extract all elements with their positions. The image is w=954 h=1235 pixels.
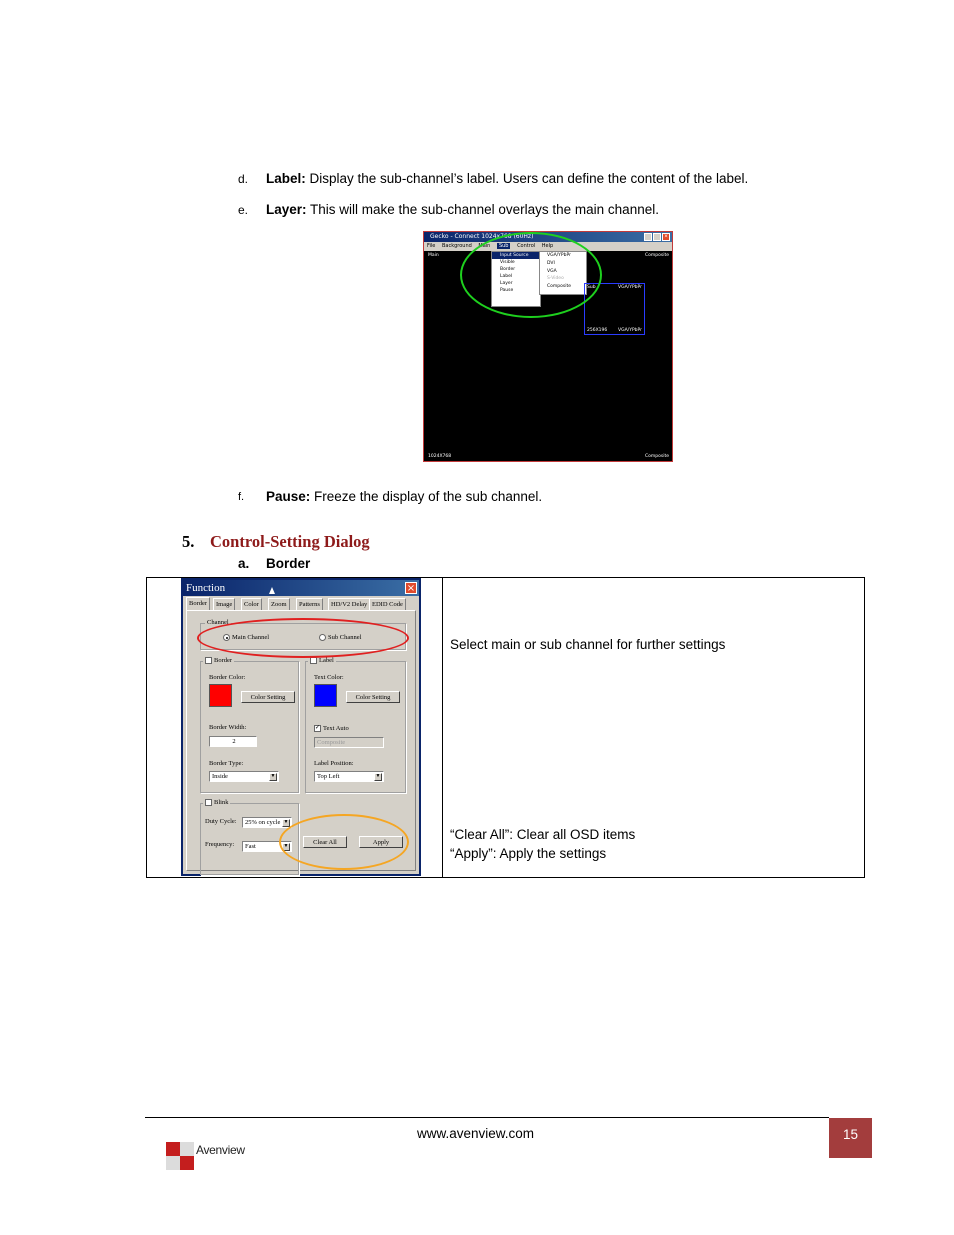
logo-text: Avenview: [196, 1143, 245, 1157]
label-source-field: Composite: [314, 737, 384, 748]
window-title: Gecko - Connect 1024x768 (60Hz): [424, 232, 672, 242]
label-position-label: Label Position:: [314, 760, 354, 767]
sub-channel-label: Sub Channel: [328, 634, 362, 641]
dialog-tabs: [186, 598, 416, 610]
tab-border: Border: [186, 597, 210, 610]
checkbox-checked-icon: ✓: [315, 725, 321, 732]
item-term: Layer:: [266, 202, 307, 217]
submenu-visible: Visible: [500, 260, 515, 265]
blink-group-label: Blink: [203, 799, 230, 806]
main-label-tr: Composite: [644, 253, 669, 258]
tab-edid-code: EDID Code: [369, 598, 406, 610]
desc-apply: “Apply”: Apply the settings: [450, 846, 607, 861]
tab-image: Image: [213, 598, 235, 610]
label-position-select: Top Left ▼: [314, 771, 384, 782]
text-color-setting-button: Color Setting: [346, 691, 400, 703]
border-width-label: Border Width:: [209, 724, 247, 731]
submenu-border: Border: [500, 267, 516, 272]
list-item-label: [238, 170, 838, 188]
page-number: 15: [829, 1118, 872, 1158]
source-vga: VGA: [547, 268, 557, 274]
menu-main: Main: [478, 243, 491, 249]
maximize-icon: [653, 233, 661, 241]
menu-control: Control: [517, 243, 536, 249]
list-marker: f.: [238, 491, 245, 503]
list-item-layer: [238, 201, 838, 219]
source-dvi: DVI: [547, 260, 555, 266]
label-group-label: Label: [308, 657, 336, 664]
menu-background: Background: [441, 243, 472, 249]
sub-label-tr: VGA/YPbPr: [618, 285, 642, 290]
border-type-label: Border Type:: [209, 760, 244, 767]
apply-button: Apply: [359, 836, 403, 848]
list-marker: d.: [238, 172, 249, 186]
checkbox-icon: [205, 657, 212, 664]
menu-sub: Sub: [498, 243, 509, 249]
function-dialog: [181, 578, 421, 876]
border-group: [200, 657, 299, 793]
table-divider: [442, 578, 443, 877]
main-label-bl: 1024X768: [428, 454, 452, 459]
text-auto-checkbox: ✓ Text Auto: [315, 725, 349, 732]
main-channel-label: Main Channel: [232, 634, 270, 641]
source-vga-ypbpr: VGA/YPbPr: [547, 253, 571, 258]
item-text: Display the sub-channel’s label. Users can define the content of the label.: [305, 171, 749, 186]
duty-cycle-select: 25% on cycle ▼: [242, 817, 292, 828]
border-group-label: Border: [203, 657, 234, 664]
chevron-down-icon: ▼: [283, 820, 289, 825]
tab-color: Color: [241, 598, 262, 610]
logo-square-grey-1: [180, 1142, 194, 1156]
subsection-heading: [238, 556, 311, 571]
minimize-icon: [644, 233, 652, 241]
frequency-select: Fast ▼: [242, 841, 292, 852]
logo-square-red-1: [166, 1142, 180, 1156]
submenu-label: Label: [500, 274, 513, 279]
submenu-pause: Pause: [500, 288, 514, 293]
text-color-swatch: [314, 684, 337, 707]
desc-clear-all: “Clear All”: Clear all OSD items: [450, 827, 636, 842]
source-composite: Composite: [547, 284, 572, 290]
logo-square-grey-2: [166, 1156, 180, 1170]
sub-label-bl: 256X196: [587, 328, 608, 333]
border-color-label: Border Color:: [209, 674, 246, 681]
item-text: This will make the sub-channel overlays the main channel.: [306, 202, 659, 217]
border-color-setting-button: Color Setting: [241, 691, 295, 703]
list-marker: e.: [238, 203, 249, 217]
label-group: [305, 657, 406, 793]
border-type-select: Inside ▼: [209, 771, 279, 782]
tab-zoom: Zoom: [268, 598, 290, 610]
duty-cycle-label: Duty Cycle:: [205, 818, 237, 825]
sub-label-tl: Sub: [587, 285, 596, 290]
channel-group-label: Channel: [207, 619, 229, 626]
gecko-screenshot: [423, 231, 673, 462]
orange-highlight-oval: [279, 814, 409, 870]
list-item-pause: [238, 488, 838, 506]
border-color-swatch: [209, 684, 232, 707]
section-heading: [182, 532, 370, 552]
footer-url: www.avenview.com: [417, 1126, 535, 1141]
close-icon: ×: [406, 583, 416, 594]
submenu-layer: Layer: [500, 281, 513, 286]
section-title: Control-Setting Dialog: [210, 532, 370, 551]
close-icon: ×: [662, 233, 670, 241]
red-highlight-oval: [197, 618, 409, 658]
main-label-br: Composite: [644, 454, 669, 459]
avenview-logo: [164, 1140, 274, 1180]
text-color-label: Text Color:: [314, 674, 344, 681]
desc-channel: Select main or sub channel for further settings: [450, 637, 726, 652]
chevron-down-icon: ▼: [283, 844, 289, 849]
checkbox-icon: [205, 799, 212, 806]
chevron-down-icon: ▼: [270, 774, 276, 779]
cursor-icon: [269, 587, 275, 594]
source-svideo: S-Video: [547, 276, 564, 282]
item-term: Pause:: [266, 489, 311, 504]
submenu-input-source: Input Source: [492, 252, 540, 259]
main-label-tl: Main: [428, 253, 439, 258]
section-number: 5.: [182, 532, 195, 551]
tab-hd-v2-delay: HD/V2 Delay: [328, 598, 370, 610]
frequency-label: Frequency:: [205, 841, 235, 848]
menu-help: Help: [541, 243, 554, 249]
sub-label-br: VGA/YPbPr: [618, 328, 642, 333]
footer-rule: [145, 1117, 829, 1118]
checkbox-icon: [310, 657, 317, 664]
logo-square-red-2: [180, 1156, 194, 1170]
clear-all-button: Clear All: [303, 836, 347, 848]
item-text: Freeze the display of the sub channel.: [310, 489, 543, 504]
tab-patterns: Patterns: [296, 598, 323, 610]
menu-file: File: [427, 243, 436, 249]
subsection-marker: a.: [238, 556, 250, 571]
border-width-field: 2: [209, 736, 257, 747]
item-term: Label:: [266, 171, 306, 186]
dialog-title: Function: [183, 580, 419, 596]
chevron-down-icon: ▼: [375, 774, 381, 779]
green-highlight-oval: [460, 232, 602, 318]
subsection-title: Border: [266, 556, 311, 571]
